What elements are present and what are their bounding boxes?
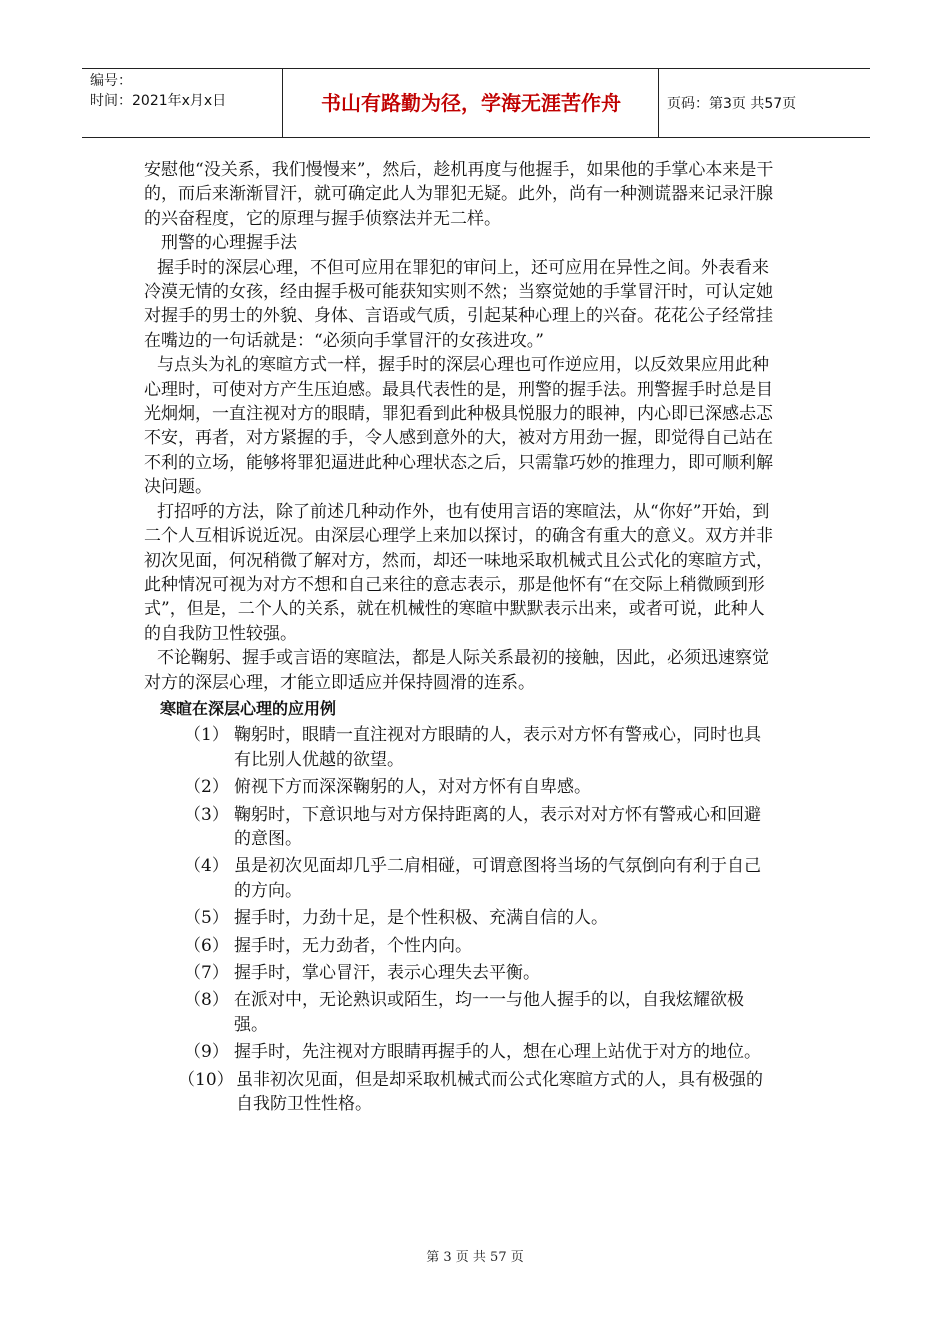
list-item	[144, 906, 774, 930]
header-motto: 书山有路勤为径，学海无涯苦作舟	[321, 91, 621, 115]
item-text: 握手时，掌心冒汗，表示心理失去平衡。	[234, 963, 540, 983]
item-number: （8）	[184, 990, 229, 1011]
header-divider-right	[658, 69, 659, 137]
list-item	[144, 803, 774, 852]
item-number: （9）	[184, 1042, 229, 1063]
item-text: 虽非初次见面，但是却采取机械式而公式化寒暄方式的人，具有极强的自我防卫性性格。	[236, 1069, 763, 1115]
list-item	[144, 775, 774, 799]
page-footer: 第 3 页 共 57 页	[426, 1250, 524, 1265]
date-label: 时间：2021年x月x日	[90, 93, 227, 109]
paragraph: 握手时的深层心理，不但可应用在罪犯的审问上，还可应用在异性之间。外表看来冷漠无情的女孩，经由握手极可能获知实则不然；当察觉她的手掌冒汗时，可认定她对握手的男士的外貌、身体、言语或气质，引起某种心理上的兴奋。花花公子经常挂在嘴边的一句话就是：“必须向手掌冒汗的女孩进攻。”	[144, 257, 773, 351]
paragraph: 打招呼的方法，除了前述几种动作外，也有使用言语的寒暄法，从“你好”开始，到二个人互相诉说近况。由深层心理学上来加以探讨，的确含有重大的意义。双方并非初次见面，何况稍微了解对方，然而，却还一味地采取机械式且公式化的寒暄方式，此种情况可视为对方不想和自己来往的意志表示，那是他怀有“在交际上稍微顾到形式”，但是，二个人的关系，就在机械性的寒暄中默默表示出来，或者可说，此种人的自我防卫性较强。	[144, 501, 773, 644]
page-header	[82, 68, 870, 138]
list-item	[144, 988, 774, 1037]
item-text: 鞠躬时，下意识地与对方保持距离的人，表示对对方怀有警戒心和回避的意图。	[234, 804, 761, 849]
document-body	[144, 158, 774, 1119]
item-text: 握手时，无力劲者，个性内向。	[234, 935, 472, 956]
item-text: 俯视下方而深深鞠躬的人，对对方怀有自卑感。	[234, 777, 591, 798]
header-page-info: 页码：第3页 共57页	[667, 96, 797, 112]
item-text: 握手时，力劲十足，是个性积极、充满自信的人。	[234, 908, 608, 929]
header-meta	[90, 71, 280, 111]
item-number: （1）	[184, 725, 229, 746]
document-number-label: 编号：	[90, 73, 132, 89]
item-text: 鞠躬时，眼睛一直注视对方眼睛的人，表示对方怀有警戒心，同时也具有比别人优越的欲望。	[234, 725, 761, 770]
item-number: （10）	[178, 1069, 234, 1090]
example-list	[144, 723, 774, 1116]
list-item	[144, 961, 774, 985]
list-item	[144, 934, 774, 958]
list-item	[144, 1040, 774, 1064]
item-text: 握手时，先注视对方眼睛再握手的人，想在心理上站优于对方的地位。	[234, 1042, 761, 1063]
paragraph: 与点头为礼的寒暄方式一样，握手时的深层心理也可作逆应用，以反效果应用此种心理时，可使对方产生压迫感。最具代表性的是，刑警的握手法。刑警握手时总是目光炯炯，一直注视对方的眼睛，罪犯看到此种极具悦服力的眼神，内心即已深感忐忑不安，再者，对方紧握的手，令人感到意外的大，被对方用劲一握，即觉得自己站在不利的立场，能够将罪犯逼进此种心理状态之后，只需靠巧妙的推理力，即可顺利解决问题。	[144, 355, 773, 498]
list-item	[144, 723, 774, 772]
header-divider-left	[282, 69, 283, 137]
item-number: （7）	[184, 963, 229, 983]
list-item	[144, 1068, 774, 1117]
subheading: 寒暄在深层心理的应用例	[160, 698, 337, 718]
item-number: （2）	[184, 777, 229, 798]
item-number: （5）	[184, 908, 229, 929]
item-text: 虽是初次见面却几乎二肩相碰，可谓意图将当场的气氛倒向有利于自己的方向。	[234, 856, 761, 901]
item-text: 在派对中，无论熟识或陌生，均一一与他人握手的以，自我炫耀欲极强。	[234, 990, 744, 1035]
item-number: （3）	[184, 804, 229, 825]
paragraph: 不论鞠躬、握手或言语的寒暄法，都是人际关系最初的接触，因此，必须迅速察觉对方的深层心理，才能立即适应并保持圆滑的连系。	[144, 648, 769, 693]
list-item	[144, 854, 774, 903]
paragraph: 安慰他“没关系，我们慢慢来”，然后，趁机再度与他握手，如果他的手掌心本来是干的，而后来渐渐冒汗，就可确定此人为罪犯无疑。此外，尚有一种测谎器来记录汗腺的兴奋程度，它的原理与握手侦察法并无二样。	[144, 160, 774, 229]
section-title: 刑警的心理握手法	[161, 233, 297, 254]
item-number: （4）	[184, 856, 229, 877]
item-number: （6）	[184, 935, 229, 956]
